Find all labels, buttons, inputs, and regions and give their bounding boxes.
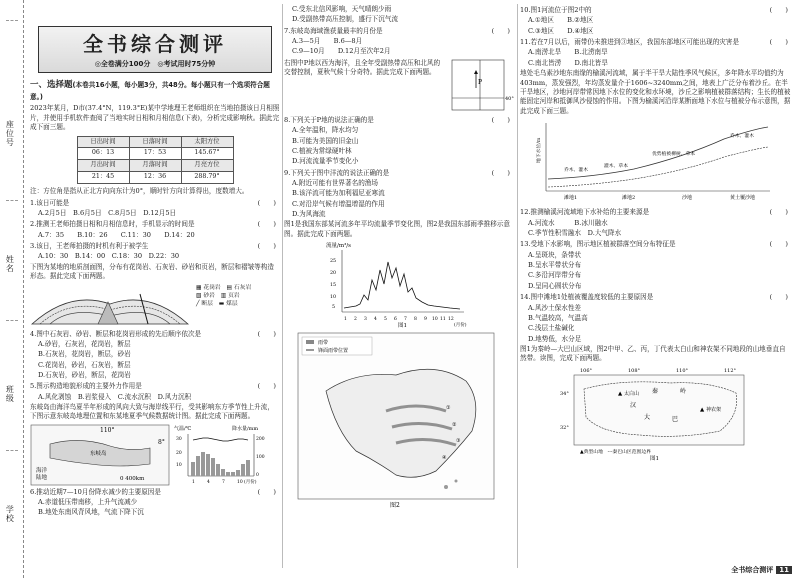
margin-label-seat: 座位号	[5, 120, 15, 147]
svg-text:108°: 108°	[628, 367, 641, 374]
svg-text:▲: ▲	[618, 390, 623, 397]
rain-belt-map	[296, 331, 496, 511]
svg-text:32°: 32°	[560, 424, 569, 431]
svg-text:乔木、灌木: 乔木、灌木	[564, 167, 588, 173]
svg-text:8: 8	[414, 317, 417, 323]
svg-text:东岐岛: 东岐岛	[90, 450, 107, 457]
island-map	[30, 424, 170, 486]
footer-title: 全书综合测评	[731, 566, 774, 575]
svg-text:9: 9	[424, 317, 427, 323]
svg-text:(月份): (月份)	[454, 323, 467, 329]
svg-text:图1: 图1	[398, 323, 407, 329]
geology-figure	[30, 284, 280, 328]
svg-text:4: 4	[374, 317, 377, 323]
rock-legend: ▦ 花岗岩 ▤ 石灰岩 ▧ 砂岩 ▥ 页岩 ╱ 断层 ▬ 煤层	[196, 284, 252, 307]
svg-text:10: 10	[237, 479, 243, 485]
svg-text:15: 15	[330, 283, 337, 289]
climate-chart	[174, 424, 270, 486]
svg-text:1: 1	[344, 317, 347, 323]
question-10: 10.图1河流位于图2中的 ( ) A.①地区 B.②地区 C.③地区 D.④地区	[520, 6, 788, 35]
column-2	[284, 4, 514, 568]
svg-text:0: 0	[256, 472, 259, 478]
river-flow-chart	[324, 240, 474, 328]
svg-text:气温/℃: 气温/℃	[174, 425, 192, 432]
question-8: 8.下列关于P地的说法正确的是 ( ) A.全年温和，降水均匀 B.可能为美国的旧金山 C.植被为常绿硬叶林 D.河流流量季节变化小	[284, 115, 510, 166]
precip-bars	[191, 452, 250, 476]
geology-cross-section	[30, 284, 190, 328]
svg-text:滩地1: 滩地1	[564, 194, 578, 201]
passage-river: 图1是我国东部某河流多年平均流量季节变化图，图2是我国东部雨季推移示意图。据此完成下面两题。	[284, 220, 510, 238]
page-title: 全书综合测评	[83, 32, 227, 56]
flow-line	[344, 262, 460, 309]
svg-text:6: 6	[394, 317, 397, 323]
question-1: 1.该日可能是 ( ) A.2月5日 B.6月5日 C.8月5日 D.12月5日	[30, 198, 276, 217]
binding-margin	[0, 0, 24, 578]
svg-text:20: 20	[176, 450, 182, 456]
svg-text:陆地: 陆地	[36, 474, 48, 481]
table-note: 注：方位角是指从正北方向向东计为0°，顺时针方向计算得出，度数增大。	[30, 187, 249, 196]
svg-text:灌木、草本: 灌木、草本	[604, 163, 628, 169]
question-6: 6.推动近期7—10月份降水减少的主要原因是 ( ) A.赤道低压带南移，上升气流减少 B.地处东南风背风地，气流下降下沉	[30, 487, 276, 517]
svg-text:10: 10	[432, 317, 438, 323]
question-2: 2.推测王老师拍摄日相和月相信息时，手机显示的时间是 ( ) A.7：35 B.10：26 C.11：30 D.14：20	[30, 220, 276, 239]
svg-text:地下水位/m: 地下水位/m	[537, 137, 542, 163]
svg-text:大: 大	[644, 413, 651, 421]
question-11: 11.若在7月以后，雨带仍未推进到③地区，我国东部地区可能出现的灾害是 ( ) A.南涝北旱 B.北涝南旱 C.南北皆涝 D.南北皆旱	[520, 38, 788, 67]
svg-text:10: 10	[176, 462, 182, 468]
margin-label-class: 班级	[5, 385, 15, 403]
p-location-map	[450, 58, 514, 114]
island-figures	[30, 424, 280, 486]
q6-option-d: D.受副热带高压控制，盛行下沉气流	[292, 15, 399, 24]
groundwater-section	[534, 117, 774, 203]
svg-text:7: 7	[404, 317, 407, 323]
qinling-map	[560, 365, 750, 461]
svg-text:锋面雨带位置: 锋面雨带位置	[318, 348, 349, 355]
svg-text:4: 4	[207, 479, 210, 485]
svg-text:34°: 34°	[560, 390, 569, 397]
p-location-block	[284, 58, 514, 114]
svg-text:秦: 秦	[652, 387, 659, 395]
svg-text:雨带: 雨带	[318, 340, 329, 347]
column-1	[30, 4, 280, 568]
svg-text:5: 5	[332, 305, 336, 311]
page-footer	[731, 566, 792, 576]
svg-text:110°: 110°	[676, 367, 689, 374]
svg-text:112°: 112°	[724, 367, 737, 374]
svg-text:③: ③	[456, 438, 461, 445]
question-3: 3.该日，王老师拍摄的时机有利于被学生 ( ) A.10：30 B.14：00 C.18：30 D.22：30	[30, 242, 276, 261]
svg-text:图2: 图2	[390, 502, 400, 510]
margin-label-name: 姓名	[5, 255, 15, 273]
svg-text:乔木、灌木: 乔木、灌木	[730, 133, 754, 139]
svg-text:10: 10	[330, 295, 337, 301]
svg-text:7: 7	[222, 479, 225, 485]
svg-text:1: 1	[192, 479, 195, 485]
svg-text:25: 25	[330, 259, 337, 265]
svg-text:巴: 巴	[672, 415, 679, 423]
passage-geology: 下图为某地的地质剖面图，分布有花岗岩、石灰岩、砂岩和页岩，断层和褶皱等构造形态。据此完成下面两题。	[30, 262, 274, 281]
question-5: 5.图示构造地貌形成的主要外力作用是 ( ) A.风化剥蚀 B.岩浆侵入 C.流水沉积 D.风力沉积	[30, 382, 276, 401]
svg-text:3: 3	[364, 317, 367, 323]
sun-moon-table: 日出时间 日落时间 太阳方位 06：13 17：53 145.67° 月出时间 月落时间 月亮方位 21：45 12：36 288.79°	[77, 136, 234, 185]
svg-text:0 400km: 0 400km	[120, 475, 145, 482]
svg-text:流量/m³/s: 流量/m³/s	[326, 243, 351, 250]
svg-text:▲: ▲	[700, 406, 705, 413]
svg-text:20: 20	[330, 271, 337, 277]
page-number: 11	[776, 566, 792, 574]
question-9: 9.下列关于图中洋流的说法正确的是 ( ) A.附近可能有世界著名的渔场 B.该洋流可能为加利福尼亚寒流 C.对沿岸气候有增温增湿的作用 D.为风海流	[284, 168, 510, 219]
svg-text:降水量/mm: 降水量/mm	[232, 425, 259, 432]
svg-text:(月份): (月份)	[244, 479, 257, 485]
test-subtitle: ◎全卷满分100分 ◎考试用时75分钟	[94, 60, 216, 69]
svg-text:④: ④	[442, 455, 447, 462]
svg-text:200: 200	[256, 436, 265, 442]
question-intro: 2023年某月，D市(37.4°N，119.3°E)某中学地理王老师组织在当地拍摄该日月相照片，并使用手机软件查阅了当地实时日相和月相信息(下表)，分析完成影响秋。据此完成下面三题。	[30, 104, 280, 132]
svg-text:110°: 110°	[100, 426, 115, 434]
svg-text:神农架: 神农架	[706, 406, 722, 413]
svg-text:太白山: 太白山	[624, 390, 640, 397]
svg-text:黄土覆沙地: 黄土覆沙地	[730, 194, 756, 201]
test-header	[38, 26, 272, 73]
svg-text:②: ②	[452, 422, 457, 429]
passage-island: 东岐岛由海洋鸟夏半年形成的风向大致与海岸线平行，受其影响东方季节性上升流，下图示意东岐岛地理位置和东某地夏季气候数据统计图。据此完成下面两题。	[30, 403, 274, 421]
svg-text:图1: 图1	[650, 455, 659, 461]
svg-text:①: ①	[446, 405, 451, 412]
svg-text:30: 30	[176, 436, 182, 442]
svg-text:滩地2: 滩地2	[622, 194, 636, 201]
passage-p: 右图中P地以西为海洋，且全年受副热带高压和北风的交替控制，夏秋气候十分奇特。据此完成下面两题。	[284, 58, 441, 77]
question-14: 14.图中滩地1处植被覆盖度较低的主要原因是 ( ) A.风沙土保水性差 B.气温较高，气温高 C.浅层土盐碱化 D.地势低，水分足	[520, 293, 788, 343]
svg-text:11: 11	[440, 317, 446, 323]
passage-qinling: 图1为秦岭—大巴山区域，图2中甲、乙、丙，丁代表太白山和神农架不同地段的山地垂直自然带。读图，完成下面两题。	[520, 344, 786, 363]
svg-text:▲典型山地 ---秦巴山区范围边界: ▲典型山地 ---秦巴山区范围边界	[580, 449, 651, 455]
question-12: 12.推测榆溪河流域地下水补给的主要来源是 ( ) A.河流水 B.冰川融水 C.季节性积雪融水 D.大气降水	[520, 208, 788, 238]
svg-text:海洋: 海洋	[36, 467, 48, 474]
question-7: 7.东岐岛海域渔获量最丰的月份是 ( ) A.3—5月 B.6—8月 C.9—10月 D.12月至次年2月	[284, 26, 510, 56]
svg-text:汉: 汉	[630, 401, 637, 409]
question-4: 4.图中石灰岩、砂岩、断层和花岗岩形成的先后顺序依次是 ( ) A.砂岩，石灰岩，花岗岩，断层 B.石灰岩，花岗岩，断层，砂岩 C.花岗岩，砂岩，石灰岩，断层 D.石灰岩，砂岩，断层，花岗岩	[30, 329, 276, 379]
svg-text:12: 12	[448, 317, 454, 323]
svg-text:2: 2	[354, 317, 357, 323]
section-title: 一、选择题(本卷共16小题，每小题3分，共48分。每小题只有一个选项符合题意。)	[30, 80, 270, 102]
column-3	[520, 4, 792, 568]
svg-text:8°: 8°	[158, 438, 165, 446]
q6-option-c: C.受东北信风影响，天气晴朗少雨	[292, 5, 392, 13]
svg-text:5: 5	[384, 317, 387, 323]
svg-text:106°: 106°	[580, 367, 593, 374]
margin-label-school: 学校	[5, 505, 15, 523]
svg-text:100: 100	[256, 454, 265, 460]
svg-text:优势植被柳树、草本: 优势植被柳树、草本	[652, 151, 696, 157]
question-13: 13.受地下水影响，图示地区植被群落空间分布特征是 ( ) A.呈斑块，条带状 B.呈水平带状分布 C.多沿河岸带分布 D.呈同心圆状分布	[520, 240, 788, 290]
passage-yuxi: 地处毛乌素沙地东南缘的榆溪河流域，属于半干旱大陆性季风气候区，多年降水平均值约为403mm，蒸发强烈，年均蒸发量介于1606~3240mm之间，地表上广泛分布着沙丘。在半干旱地区，沙地河岸带常因地下水位的变化和水环境，沙丘之影响植被群落结构；生长的植被能固定河岸和抵御风沙侵蚀的作用。下图为榆溪河沿岸某断面地下水位与植被分布示意图，据此完成下面三题。	[520, 69, 791, 115]
svg-text:岭: 岭	[680, 387, 687, 395]
svg-text:40°: 40°	[505, 95, 514, 102]
svg-text:沙地: 沙地	[682, 194, 693, 201]
svg-text:P: P	[478, 78, 483, 86]
